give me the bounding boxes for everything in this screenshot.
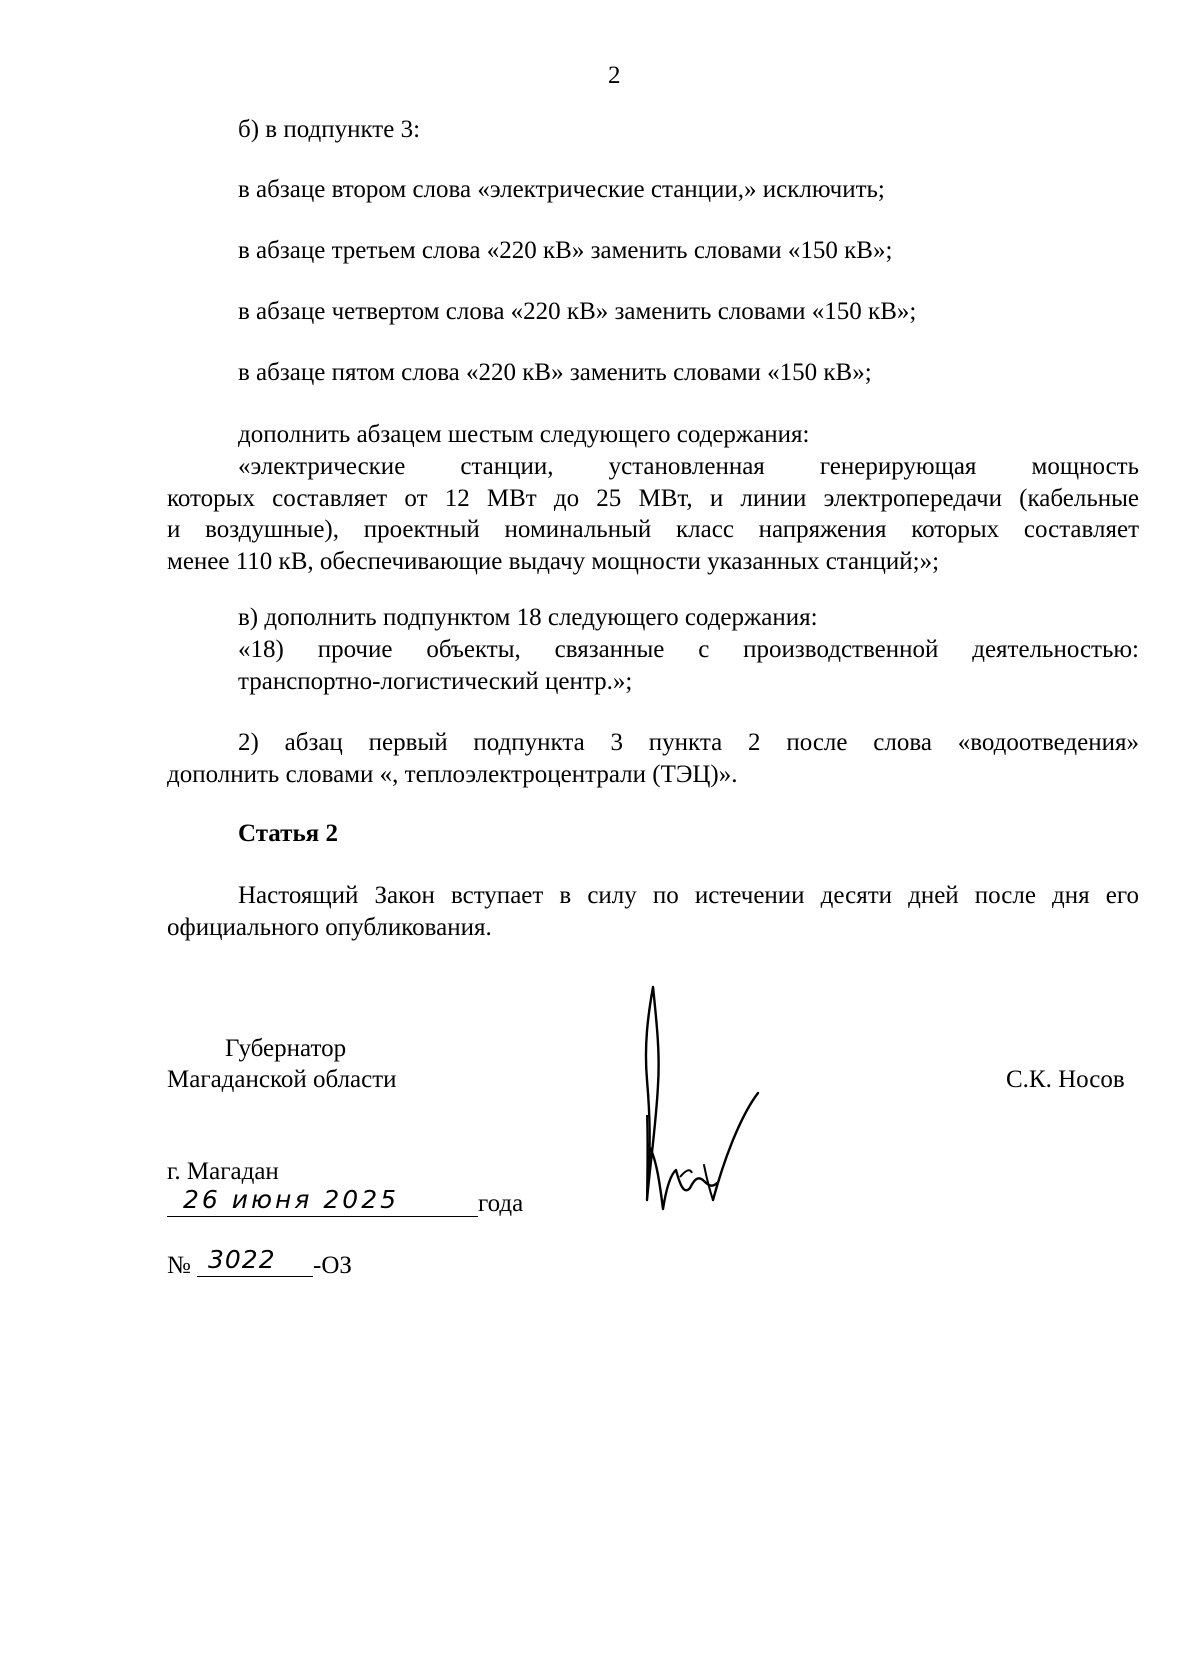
article-2-heading: Статья 2	[238, 820, 338, 847]
text-line: дополнить словами «, теплоэлектроцентрали (ТЭЦ)».	[167, 760, 738, 788]
amend-paragraph-second: в абзаце втором слова «электрические станции,» исключить;	[238, 176, 885, 203]
handwritten-date: 26 июня 2025	[183, 1185, 400, 1214]
governor-title-line1: Губернатор	[225, 1035, 347, 1062]
sixth-paragraph-text	[167, 451, 1139, 577]
amend-paragraph-fifth: в абзаце пятом слова «220 кВ» заменить словами «150 кВ»;	[238, 359, 872, 386]
item-18-text	[238, 634, 1139, 697]
text-line: которых составляет от 12 МВт до 25 МВт, и линии электропередачи (кабельные	[167, 484, 1139, 512]
text-line: 2) абзац первый подпункта 3 пункта 2 после слова «водоотведения»	[238, 729, 1139, 756]
amend-paragraph-fourth: в абзаце четвертом слова «220 кВ» заменить словами «150 кВ»;	[238, 298, 917, 325]
article-2-text	[167, 880, 1139, 943]
signature-image	[620, 985, 800, 1225]
number-underline	[197, 1276, 313, 1277]
governor-name: С.К. Носов	[1006, 1066, 1125, 1093]
number-prefix: №	[167, 1252, 191, 1279]
text-line: менее 110 кВ, обеспечивающие выдачу мощности указанных станций;»;	[167, 547, 940, 575]
amend-paragraph-third: в абзаце третьем слова «220 кВ» заменить словами «150 кВ»;	[238, 237, 893, 264]
city-line: г. Магадан	[167, 1158, 279, 1185]
number-suffix: -ОЗ	[313, 1252, 352, 1279]
text-line: «электрические станции, установленная генерирующая мощность	[238, 453, 1139, 480]
date-suffix: года	[478, 1190, 524, 1217]
text-line: официального опубликования.	[167, 913, 492, 941]
text-line: и воздушные), проектный номинальный класс напряжения которых составляет	[167, 516, 1139, 543]
add-sixth-intro: дополнить абзацем шестым следующего содержания:	[238, 421, 810, 448]
item-2-text	[167, 727, 1139, 790]
page-number: 2	[608, 62, 621, 89]
text-line: Настоящий Закон вступает в силу по истечении десяти дней после дня его	[238, 882, 1139, 909]
handwritten-number: 3022	[208, 1245, 276, 1274]
item-b-heading: б) в подпункте 3:	[238, 116, 421, 143]
text-line: транспортно-логистический центр.»;	[238, 667, 633, 695]
text-line: «18) прочие объекты, связанные с производственной деятельностью:	[238, 636, 1139, 663]
date-underline	[167, 1216, 478, 1217]
governor-title-line2: Магаданской области	[167, 1066, 397, 1093]
item-v-intro: в) дополнить подпунктом 18 следующего содержания:	[238, 604, 818, 631]
